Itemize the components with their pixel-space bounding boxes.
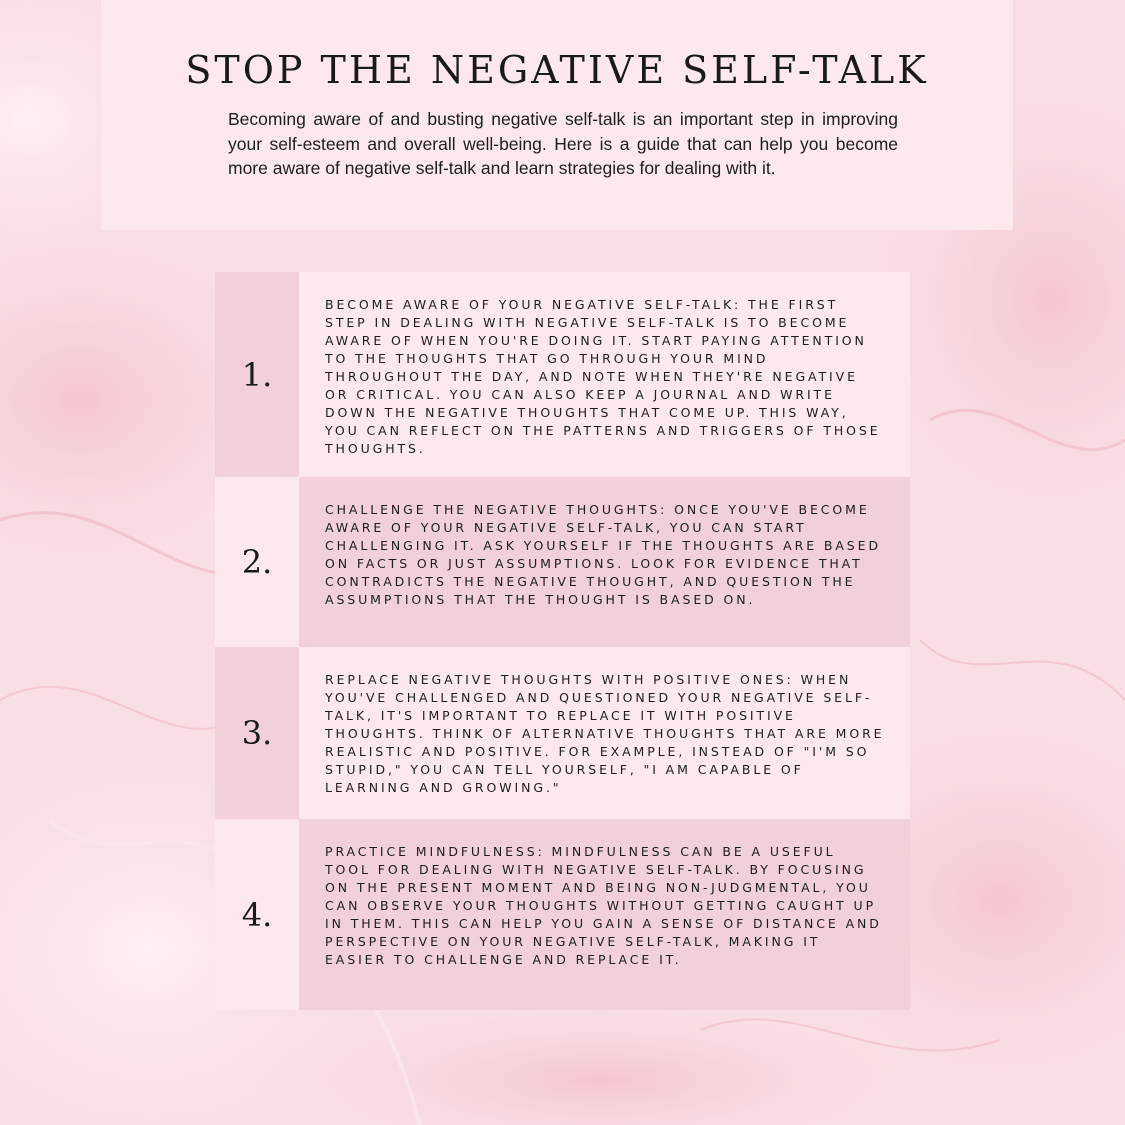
step-row bbox=[215, 477, 910, 647]
step-row bbox=[215, 819, 910, 1010]
step-row bbox=[215, 272, 910, 477]
step-number: 4. bbox=[215, 819, 299, 1010]
step-row bbox=[215, 647, 910, 819]
intro-paragraph: Becoming aware of and busting negative self-talk is an important step in improving your self-esteem and overall well-being. Here is a guide that can help you become more aware of negative self-talk and learn strategies for dealing with it. bbox=[228, 109, 898, 178]
header-panel bbox=[101, 0, 1013, 230]
step-number: 3. bbox=[215, 647, 299, 819]
step-text: REPLACE NEGATIVE THOUGHTS WITH POSITIVE ONES: WHEN YOU'VE CHALLENGED AND QUESTIONED YOUR NEGATIVE SELF-TALK, IT'S IMPORTANT TO REPLACE IT WITH POSITIVE THOUGHTS. THINK OF ALTERNATIVE THOUGHTS THAT ARE MORE REALISTIC AND POSITIVE. FOR EXAMPLE, INSTEAD OF "I'M SO STUPID," YOU CAN TELL YOURSELF, "I AM CAPABLE OF LEARNING AND GROWING." bbox=[299, 647, 910, 819]
step-number: 2. bbox=[215, 477, 299, 647]
step-text: CHALLENGE THE NEGATIVE THOUGHTS: ONCE YOU'VE BECOME AWARE OF YOUR NEGATIVE SELF-TALK, YOU CAN START CHALLENGING IT. ASK YOURSELF IF THE THOUGHTS ARE BASED ON FACTS OR JUST ASSUMPTIONS. LOOK FOR EVIDENCE THAT CONTRADICTS THE NEGATIVE THOUGHT, AND QUESTION THE ASSUMPTIONS THAT THE THOUGHT IS BASED ON. bbox=[299, 477, 910, 647]
step-text: PRACTICE MINDFULNESS: MINDFULNESS CAN BE A USEFUL TOOL FOR DEALING WITH NEGATIVE SELF-TALK. BY FOCUSING ON THE PRESENT MOMENT AND BEING NON-JUDGMENTAL, YOU CAN OBSERVE YOUR THOUGHTS WITHOUT GETTING CAUGHT UP IN THEM. THIS CAN HELP YOU GAIN A SENSE OF DISTANCE AND PERSPECTIVE ON YOUR NEGATIVE SELF-TALK, MAKING IT EASIER TO CHALLENGE AND REPLACE IT. bbox=[299, 819, 910, 1010]
page-title: STOP THE NEGATIVE SELF-TALK bbox=[185, 48, 929, 92]
step-text: BECOME AWARE OF YOUR NEGATIVE SELF-TALK: THE FIRST STEP IN DEALING WITH NEGATIVE SELF-TALK IS TO BECOME AWARE OF WHEN YOU'RE DOING IT. START PAYING ATTENTION TO THE THOUGHTS THAT GO THROUGH YOUR MIND THROUGHOUT THE DAY, AND NOTE WHEN THEY'RE NEGATIVE OR CRITICAL. YOU CAN ALSO KEEP A JOURNAL AND WRITE DOWN THE NEGATIVE THOUGHTS THAT COME UP. THIS WAY, YOU CAN REFLECT ON THE PATTERNS AND TRIGGERS OF THOSE THOUGHTS. bbox=[299, 272, 910, 477]
steps-list bbox=[215, 272, 910, 1010]
step-number: 1. bbox=[215, 272, 299, 477]
